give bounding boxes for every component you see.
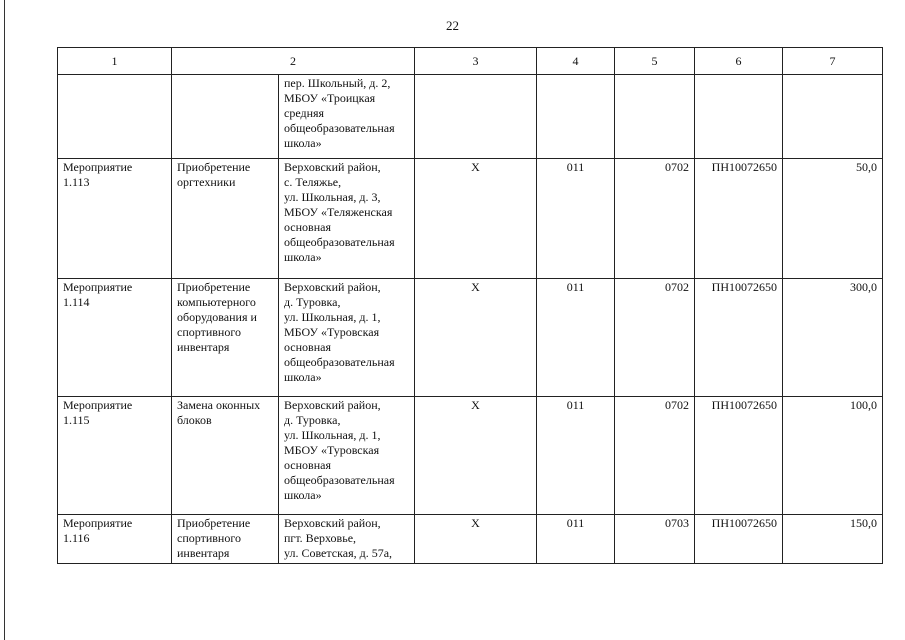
column-header: 7 (783, 48, 883, 75)
address-cell: Верховский район, с. Теляжье, ул. Школьная, д. 3, МБОУ «Теляженская основная общеобразовательная школа» (279, 159, 415, 279)
col3-cell: Х (415, 279, 537, 397)
table-row (58, 279, 883, 397)
col3-cell: Х (415, 397, 537, 515)
column-header: 3 (415, 48, 537, 75)
col6-cell: ПН10072650 (695, 279, 783, 397)
page-number: 22 (446, 18, 459, 33)
col7-cell: 50,0 (783, 159, 883, 279)
col3-cell (415, 75, 537, 159)
column-header: 2 (172, 48, 415, 75)
col7-cell: 300,0 (783, 279, 883, 397)
col4-cell (537, 75, 615, 159)
col4-cell: 011 (537, 159, 615, 279)
col3-cell: Х (415, 159, 537, 279)
table-row (58, 159, 883, 279)
col6-cell: ПН10072650 (695, 515, 783, 564)
col6-cell: ПН10072650 (695, 159, 783, 279)
address-cell: Верховский район, д. Туровка, ул. Школьная, д. 1, МБОУ «Туровская основная общеобразовательная школа» (279, 397, 415, 515)
description-cell: Приобретение компьютерного оборудования и спортивного инвентаря (172, 279, 279, 397)
scan-edge-line (4, 0, 5, 640)
event-cell: Мероприятие 1.113 (58, 159, 172, 279)
description-cell: Приобретение оргтехники (172, 159, 279, 279)
description-cell: Замена оконных блоков (172, 397, 279, 515)
table-row (58, 397, 883, 515)
column-header: 4 (537, 48, 615, 75)
column-header: 6 (695, 48, 783, 75)
table-header-row (58, 48, 883, 75)
address-cell: Верховский район, д. Туровка, ул. Школьная, д. 1, МБОУ «Туровская основная общеобразовательная школа» (279, 279, 415, 397)
col7-cell: 100,0 (783, 397, 883, 515)
col5-cell: 0702 (615, 159, 695, 279)
col5-cell: 0702 (615, 279, 695, 397)
col5-cell: 0703 (615, 515, 695, 564)
description-cell: Приобретение спортивного инвентаря (172, 515, 279, 564)
event-cell: Мероприятие 1.115 (58, 397, 172, 515)
event-cell: Мероприятие 1.114 (58, 279, 172, 397)
event-cell: Мероприятие 1.116 (58, 515, 172, 564)
table-row (58, 75, 883, 159)
col7-cell (783, 75, 883, 159)
col4-cell: 011 (537, 279, 615, 397)
col4-cell: 011 (537, 515, 615, 564)
program-table (57, 47, 883, 564)
col5-cell (615, 75, 695, 159)
column-header: 1 (58, 48, 172, 75)
col5-cell: 0702 (615, 397, 695, 515)
address-cell: Верховский район, пгт. Верховье, ул. Советская, д. 57а, (279, 515, 415, 564)
description-cell (172, 75, 279, 159)
event-cell (58, 75, 172, 159)
col6-cell (695, 75, 783, 159)
column-header: 5 (615, 48, 695, 75)
col6-cell: ПН10072650 (695, 397, 783, 515)
address-cell: пер. Школьный, д. 2, МБОУ «Троицкая средняя общеобразовательная школа» (279, 75, 415, 159)
table-row (58, 515, 883, 564)
col4-cell: 011 (537, 397, 615, 515)
col3-cell: Х (415, 515, 537, 564)
col7-cell: 150,0 (783, 515, 883, 564)
